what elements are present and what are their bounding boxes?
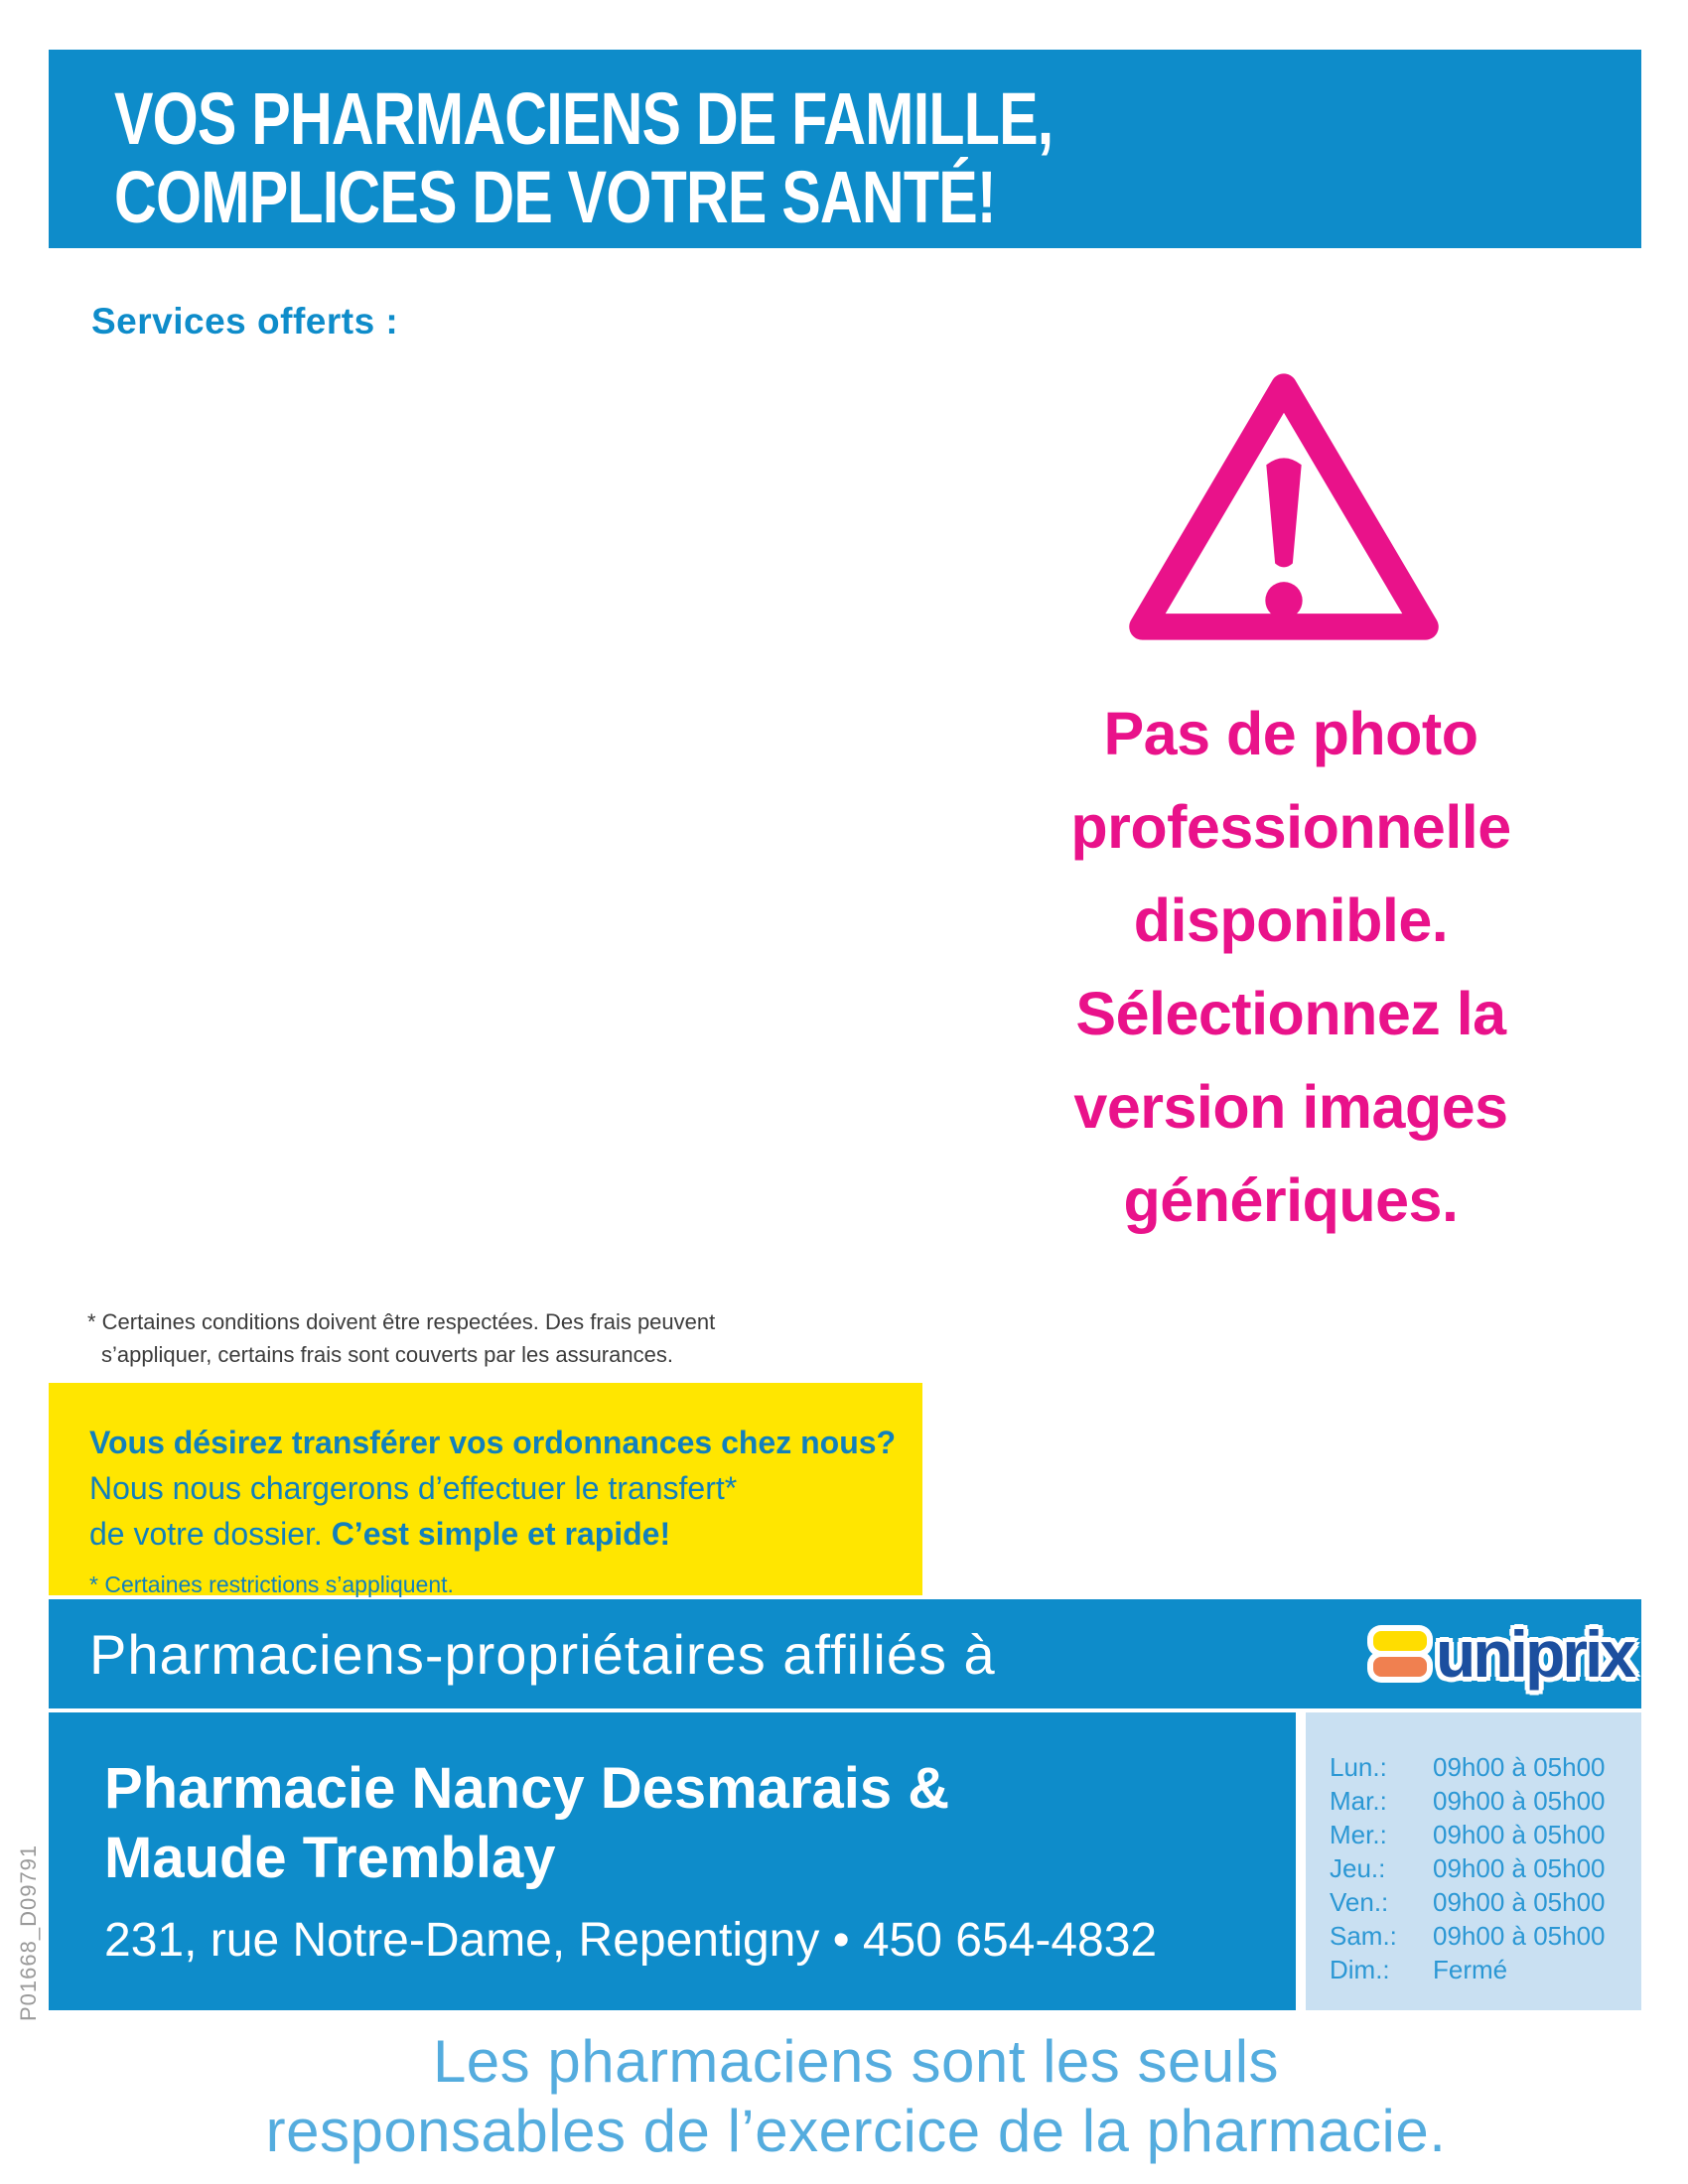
pharmacy-info-block [49,1712,1296,2010]
transfer-box-line3 [89,1511,922,1557]
uniprix-logo-bars-icon [1373,1631,1427,1677]
hours-row [1330,1953,1641,1986]
uniprix-logo-text: uniprix [1435,1617,1633,1691]
warning-triangle-icon [1120,365,1448,648]
transfer-box-footnote: * Certaines restrictions s’appliquent. [89,1571,454,1597]
hours-day: Jeu.: [1330,1853,1386,1883]
header-title [114,79,1053,236]
conditions-footnote-line1: * Certaines conditions doivent être respectées. Des frais peuvent [87,1309,716,1334]
transfer-box-line2: Nous nous chargerons d’effectuer le transfert* [89,1470,738,1506]
hours-time: 09h00 à 05h00 [1433,1820,1606,1849]
header-title-line2: COMPLICES DE VOTRE SANTÉ! [114,156,996,238]
transfer-box-line3-bold: C’est simple et rapide! [331,1516,671,1552]
hours-row [1330,1851,1641,1885]
hours-row [1330,1885,1641,1919]
warning-line: génériques. [1123,1166,1459,1234]
hours-time: 09h00 à 05h00 [1433,1853,1606,1883]
hours-time: Fermé [1433,1955,1508,1984]
hours-day: Lun.: [1330,1752,1387,1782]
disclaimer-line2: responsables de l’exercice de la pharmacie. [265,2098,1447,2164]
hours-day: Ven.: [1330,1887,1389,1917]
hours-day: Sam.: [1330,1921,1397,1951]
hours-row [1330,1784,1641,1818]
opening-hours-panel [1306,1712,1641,2010]
uniprix-logo-yellow-bar [1373,1631,1427,1651]
transfer-box-line3-regular: de votre dossier. [89,1516,332,1552]
pharmacy-name-line1: Pharmacie Nancy Desmarais & [104,1756,950,1821]
prescription-transfer-box [49,1383,922,1595]
no-photo-warning-text [963,687,1618,1247]
affiliation-band [49,1599,1641,1708]
pharmacy-name-line2: Maude Tremblay [104,1826,556,1890]
hours-row [1330,1919,1641,1953]
warning-line: Sélectionnez la [1075,980,1506,1047]
pharmacy-address: 231, rue Notre-Dame, Repentigny • 450 654-4832 [104,1914,1158,1967]
warning-line: professionnelle [1070,793,1511,861]
header-title-line1: VOS PHARMACIENS DE FAMILLE, [114,77,1054,160]
services-offered-label: Services offerts : [91,301,399,341]
header-banner [49,50,1641,248]
uniprix-logo [1373,1616,1633,1692]
disclaimer-line1: Les pharmaciens sont les seuls [432,2028,1280,2095]
uniprix-logo-orange-bar [1373,1657,1427,1677]
hours-day: Dim.: [1330,1955,1390,1984]
warning-line: Pas de photo [1103,700,1478,767]
hours-day: Mer.: [1330,1820,1387,1849]
hours-row [1330,1750,1641,1784]
warning-line: version images [1073,1073,1508,1141]
hours-row [1330,1818,1641,1851]
conditions-footnote [87,1305,715,1371]
hours-time: 09h00 à 05h00 [1433,1786,1606,1816]
transfer-box-line1: Vous désirez transférer vos ordonnances chez nous? [89,1425,897,1460]
hours-time: 09h00 à 05h00 [1433,1921,1606,1951]
affiliation-label: Pharmaciens-propriétaires affiliés à [89,1622,996,1686]
hours-time: 09h00 à 05h00 [1433,1887,1606,1917]
pharmacist-disclaimer [0,2027,1688,2166]
warning-line: disponible. [1133,887,1449,954]
hours-time: 09h00 à 05h00 [1433,1752,1606,1782]
hours-day: Mar.: [1330,1786,1387,1816]
print-code-text: P01668_D09791 [16,1843,41,2021]
conditions-footnote-line2: s’appliquer, certains frais sont couverts par les assurances. [101,1342,673,1367]
